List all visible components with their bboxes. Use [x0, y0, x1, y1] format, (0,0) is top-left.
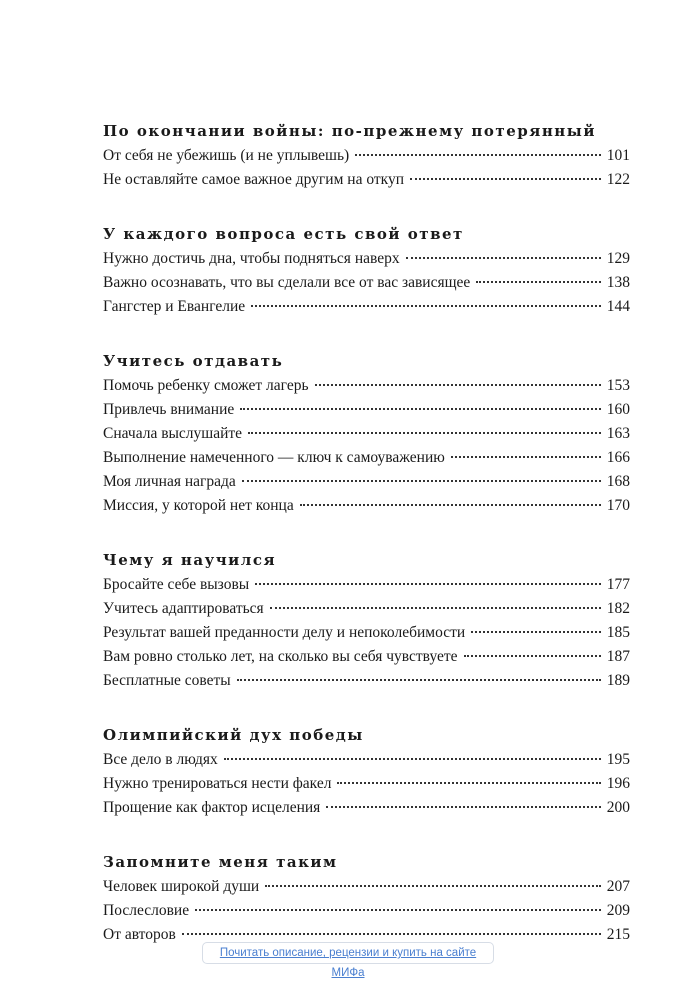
toc-entry — [103, 645, 630, 669]
dot-leader — [251, 305, 601, 307]
toc-entry — [103, 796, 630, 820]
toc-entry — [103, 168, 630, 192]
section-title: Олимпийский дух победы — [103, 726, 364, 744]
section-title: У каждого вопроса есть свой ответ — [103, 225, 464, 243]
toc-entry — [103, 446, 630, 470]
page-number: 170 — [606, 497, 630, 514]
page-number: 166 — [606, 449, 630, 466]
toc-entry — [103, 669, 630, 693]
toc-entry — [103, 271, 630, 295]
toc-entry — [103, 470, 630, 494]
page-number: 195 — [606, 751, 630, 768]
section-title: Учитесь отдавать — [103, 352, 284, 370]
entry-title: Не оставляйте самое важное другим на откуп — [103, 171, 404, 188]
entry-title: Послесловие — [103, 902, 190, 919]
toc-entry — [103, 494, 630, 518]
section-title: По окончании войны: по-прежнему потерянный — [103, 122, 596, 140]
entry-title: Нужно достичь дна, чтобы подняться наверх — [103, 250, 400, 267]
dot-leader — [265, 885, 601, 887]
page-number: 168 — [606, 473, 630, 490]
dot-leader — [237, 679, 601, 681]
page-number: 187 — [606, 648, 630, 665]
page-number: 160 — [606, 401, 630, 418]
toc-entry — [103, 374, 630, 398]
dot-leader — [224, 758, 601, 760]
toc-entry — [103, 398, 630, 422]
page-number: 129 — [606, 250, 630, 267]
dot-leader — [240, 408, 600, 410]
dot-leader — [195, 909, 601, 911]
toc-entry — [103, 144, 630, 168]
toc-entry — [103, 597, 630, 621]
dot-leader — [355, 154, 601, 156]
entry-title: От авторов — [103, 926, 176, 943]
toc-entry — [103, 247, 630, 271]
page-number: 138 — [606, 274, 630, 291]
toc-section — [103, 120, 630, 192]
dot-leader — [410, 178, 601, 180]
dot-leader — [270, 607, 601, 609]
dot-leader — [248, 432, 601, 434]
dot-leader — [255, 583, 601, 585]
page-number: 153 — [606, 377, 630, 394]
page-number: 163 — [606, 425, 630, 442]
page-number: 196 — [606, 775, 630, 792]
page-number: 207 — [606, 878, 630, 895]
section-title: Чему я научился — [103, 551, 277, 569]
entry-title: Учитесь адаптироваться — [103, 600, 264, 617]
entry-title: Результат вашей преданности делу и непоколебимости — [103, 624, 466, 641]
page-number: 189 — [606, 672, 630, 689]
toc-section — [103, 851, 630, 947]
page-number: 185 — [606, 624, 630, 641]
buy-on-mif-link[interactable]: Почитать описание, рецензии и купить на сайте МИФа — [202, 942, 494, 964]
entry-title: Миссия, у которой нет конца — [103, 497, 294, 514]
entry-title: Гангстер и Евангелие — [103, 298, 246, 315]
toc-section — [103, 223, 630, 319]
dot-leader — [464, 655, 601, 657]
dot-leader — [300, 504, 601, 506]
toc-entry — [103, 422, 630, 446]
toc-entry — [103, 573, 630, 597]
dot-leader — [326, 806, 600, 808]
dot-leader — [242, 480, 601, 482]
table-of-contents — [103, 120, 630, 978]
toc-entry — [103, 621, 630, 645]
toc-entry — [103, 875, 630, 899]
entry-title: Сначала выслушайте — [103, 425, 243, 442]
entry-title: Моя личная награда — [103, 473, 236, 490]
toc-entry — [103, 772, 630, 796]
dot-leader — [476, 281, 600, 283]
toc-section — [103, 724, 630, 820]
toc-entry — [103, 899, 630, 923]
entry-title: Бросайте себе вызовы — [103, 576, 250, 593]
entry-title: Важно осознавать, что вы сделали все от вас зависящее — [103, 274, 471, 291]
page-number: 177 — [606, 576, 630, 593]
entry-title: Выполнение намеченного — ключ к самоуважению — [103, 449, 445, 466]
entry-title: От себя не убежишь (и не уплывешь) — [103, 147, 350, 164]
dot-leader — [315, 384, 601, 386]
page-number: 200 — [606, 799, 630, 816]
dot-leader — [337, 782, 600, 784]
page-number: 209 — [606, 902, 630, 919]
section-title: Запомните меня таким — [103, 853, 338, 871]
entry-title: Помочь ребенку сможет лагерь — [103, 377, 309, 394]
toc-entry — [103, 748, 630, 772]
entry-title: Привлечь внимание — [103, 401, 235, 418]
entry-title: Человек широкой души — [103, 878, 260, 895]
entry-title: Нужно тренироваться нести факел — [103, 775, 332, 792]
toc-entry — [103, 295, 630, 319]
page-number: 101 — [606, 147, 630, 164]
toc-section — [103, 549, 630, 693]
dot-leader — [182, 933, 601, 935]
page-number: 215 — [606, 926, 630, 943]
entry-title: Прощение как фактор исцеления — [103, 799, 321, 816]
page-number: 122 — [606, 171, 630, 188]
entry-title: Вам ровно столько лет, на сколько вы себя чувствуете — [103, 648, 458, 665]
dot-leader — [406, 257, 601, 259]
page-number: 144 — [606, 298, 630, 315]
page-number: 182 — [606, 600, 630, 617]
entry-title: Все дело в людях — [103, 751, 218, 768]
dot-leader — [451, 456, 601, 458]
entry-title: Бесплатные советы — [103, 672, 231, 689]
toc-section — [103, 350, 630, 518]
dot-leader — [471, 631, 601, 633]
